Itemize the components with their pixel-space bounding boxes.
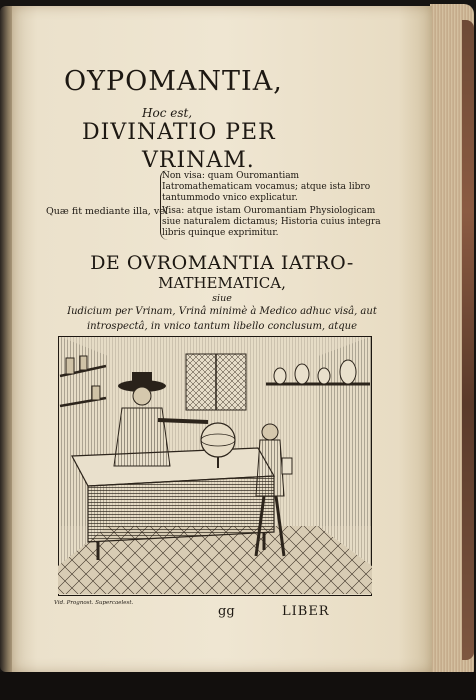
title-vrinam: VRINAM. [142, 148, 255, 173]
subtitle-description: Iudicium per Vrinam, Vrinâ minimè à Medico adhuc visâ, aut introspectâ, in vnico tantum libello conclusum, atque [67, 306, 377, 332]
option-visa: Visa: atque istam Ouromantiam Physiologicam siue naturalem dictamus; Historia cuius integra libris quinque exprimitur. [162, 206, 381, 238]
signature-mark: gg [218, 604, 235, 619]
title-divinatio: DIVINATIO PER [82, 120, 276, 145]
definition-lead: Quæ fit mediante illa, vel [46, 206, 168, 217]
plate-credit: Vid. Prognost. Supercaelest. [54, 600, 134, 606]
definition-options [162, 171, 392, 241]
option-non-visa: Non visa: quam Ouromantiam Iatromathematicam vocamus; atque ista libro tantummodo vnico explicatur. [162, 171, 371, 203]
subtitle-line2: MATHEMATICA, [158, 274, 286, 292]
book-page [12, 6, 432, 672]
engraving-illustration [58, 336, 372, 596]
background-shadow [0, 672, 476, 700]
book-cover-edge [462, 20, 474, 660]
catchword: LIBER [282, 604, 330, 619]
title-greek: OYPOMANTIA, [64, 66, 283, 97]
title-hoc-est: Hoc est, [142, 106, 193, 120]
subtitle-line1: DE OVROMANTIA IATRO- [90, 252, 354, 274]
subtitle-siue: siue [212, 293, 232, 304]
